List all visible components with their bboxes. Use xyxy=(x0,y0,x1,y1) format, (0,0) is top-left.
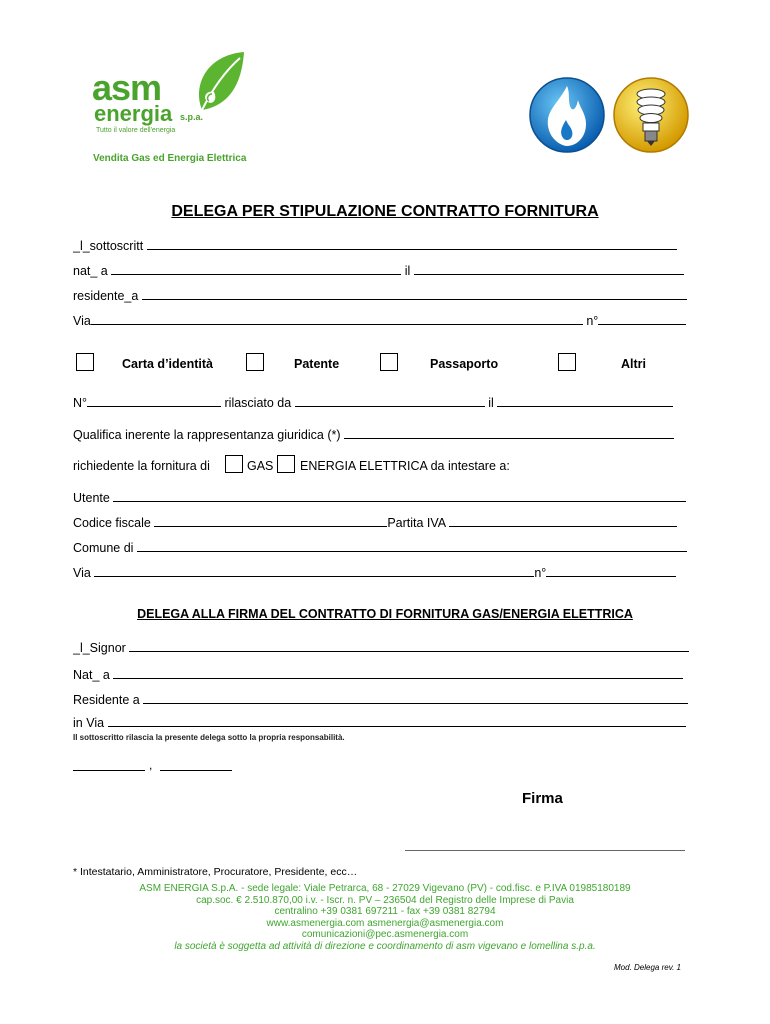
label-codice-fiscale: Codice fiscale xyxy=(73,516,151,530)
comma-separator: , xyxy=(149,758,153,772)
footnote: * Intestatario, Amministratore, Procuratore, Presidente, ecc… xyxy=(73,866,358,878)
logo-asm-text: asm xyxy=(92,67,162,108)
field-data-nascita[interactable] xyxy=(414,263,684,275)
label-nato-delegato: Nat_ a xyxy=(73,668,110,682)
footer-line-3: centralino +39 0381 697211 - fax +39 0381 82794 xyxy=(274,906,496,918)
row-comune xyxy=(73,540,693,555)
field-residente-delegato[interactable] xyxy=(143,692,688,704)
label-numero-documento: N° xyxy=(73,396,88,410)
label-residente-delegato: Residente a xyxy=(73,693,140,707)
company-subtitle: Vendita Gas ed Energia Elettrica xyxy=(93,153,247,164)
label-il-documento: il xyxy=(488,396,494,410)
field-via[interactable] xyxy=(91,313,583,325)
label-nato: nat_ a xyxy=(73,264,108,278)
logo-spa-text: s.p.a. xyxy=(180,112,204,122)
field-data-documento[interactable] xyxy=(497,395,673,407)
label-richiedente: richiedente la fornitura di xyxy=(73,459,210,473)
label-sottoscritto: _l_sottoscritt xyxy=(73,239,144,253)
footer-line-4: www.asmenergia.com asmenergia@asmenergia.com xyxy=(266,917,504,929)
label-via-delegato: in Via xyxy=(73,716,105,730)
field-signor[interactable] xyxy=(129,640,689,652)
gas-flame-icon xyxy=(528,76,606,154)
label-patente: Patente xyxy=(294,357,340,371)
checkbox-altri[interactable] xyxy=(558,353,576,371)
footer-line-1: ASM ENERGIA S.p.A. - sede legale: Viale Petrarca, 68 - 27029 Vigevano (PV) - cod.fisc. e P.IVA 01985180189 xyxy=(139,883,631,894)
field-numero-utente[interactable] xyxy=(546,565,676,577)
label-qualifica: Qualifica inerente la rappresentanza giuridica (*) xyxy=(73,428,341,442)
checkbox-patente[interactable] xyxy=(246,353,264,371)
label-via: Via xyxy=(73,314,91,328)
signature-label: Firma xyxy=(522,790,563,807)
field-sottoscritto[interactable] xyxy=(147,238,677,250)
footer-line-5: comunicazioni@pec.asmenergia.com xyxy=(301,929,469,941)
field-luogo[interactable] xyxy=(73,760,145,771)
row-via xyxy=(73,313,693,328)
field-numero[interactable] xyxy=(598,313,686,325)
field-via-utente[interactable] xyxy=(94,565,534,577)
field-comune[interactable] xyxy=(137,540,687,552)
field-qualifica[interactable] xyxy=(344,427,674,439)
delega-title: DELEGA ALLA FIRMA DEL CONTRATTO DI FORNITURA GAS/ENERGIA ELETTRICA xyxy=(137,607,633,621)
label-rilasciato: rilasciato da xyxy=(224,396,292,410)
signature-field[interactable] xyxy=(405,840,685,851)
footer-line-2: cap.soc. € 2.510.870,00 i.v. - Iscr. n. PV – 236504 del Registro delle Imprese di Pavia xyxy=(196,894,574,906)
field-nato[interactable] xyxy=(111,263,401,275)
label-gas: GAS xyxy=(247,459,274,473)
field-codice-fiscale[interactable] xyxy=(154,515,387,527)
label-carta-identita: Carta d’identità xyxy=(122,357,213,371)
row-residente xyxy=(73,288,693,303)
company-logo xyxy=(92,50,252,145)
label-energia: ENERGIA ELETTRICA da intestare a: xyxy=(300,459,510,473)
form-revision: Mod. Delega rev. 1 xyxy=(614,963,681,972)
row-sottoscritto xyxy=(73,238,693,253)
row-utente xyxy=(73,490,693,505)
row-documento xyxy=(73,395,693,410)
field-data[interactable] xyxy=(160,760,232,771)
leaf-icon xyxy=(192,50,247,120)
row-via-utente xyxy=(73,565,693,580)
row-via-delegato xyxy=(73,715,693,730)
logo-energia-text: energia xyxy=(94,101,173,126)
row-nato-delegato xyxy=(73,667,693,682)
form-title: DELEGA PER STIPULAZIONE CONTRATTO FORNITURA xyxy=(171,203,599,220)
lightbulb-icon xyxy=(612,76,690,154)
row-signor xyxy=(73,640,693,655)
footer-company-info xyxy=(0,883,770,953)
checkbox-gas[interactable] xyxy=(225,455,243,473)
checkbox-carta-identita[interactable] xyxy=(76,353,94,371)
label-numero-utente: n° xyxy=(534,566,547,580)
label-utente: Utente xyxy=(73,491,110,505)
row-residente-delegato xyxy=(73,692,693,707)
label-residente: residente_a xyxy=(73,289,139,303)
label-il: il xyxy=(404,264,411,278)
label-comune: Comune di xyxy=(73,541,134,555)
field-numero-documento[interactable] xyxy=(87,395,221,407)
checkbox-energia[interactable] xyxy=(277,455,295,473)
responsibility-note: Il sottoscritto rilascia la presente delega sotto la propria responsabilità. xyxy=(73,733,345,742)
field-residente[interactable] xyxy=(142,288,687,300)
row-nato xyxy=(73,263,693,278)
label-partita-iva: Partita IVA xyxy=(387,516,446,530)
logo-tagline: Tutto il valore dell'energia xyxy=(96,127,176,134)
label-signor: _l_Signor xyxy=(73,641,126,655)
footer-line-6: la società è soggetta ad attività di direzione e coordinamento di asm vigevano e lomellina s.p.a. xyxy=(174,940,596,952)
row-codice-fiscale xyxy=(73,515,693,530)
field-utente[interactable] xyxy=(113,490,686,502)
row-qualifica xyxy=(73,427,693,442)
label-numero: n° xyxy=(586,314,599,328)
field-rilasciato[interactable] xyxy=(295,395,485,407)
checkbox-passaporto[interactable] xyxy=(380,353,398,371)
label-altri: Altri xyxy=(621,357,646,371)
field-nato-delegato[interactable] xyxy=(113,667,683,679)
field-partita-iva[interactable] xyxy=(449,515,677,527)
field-via-delegato[interactable] xyxy=(108,715,686,727)
label-via-utente: Via xyxy=(73,566,91,580)
label-passaporto: Passaporto xyxy=(430,357,499,371)
